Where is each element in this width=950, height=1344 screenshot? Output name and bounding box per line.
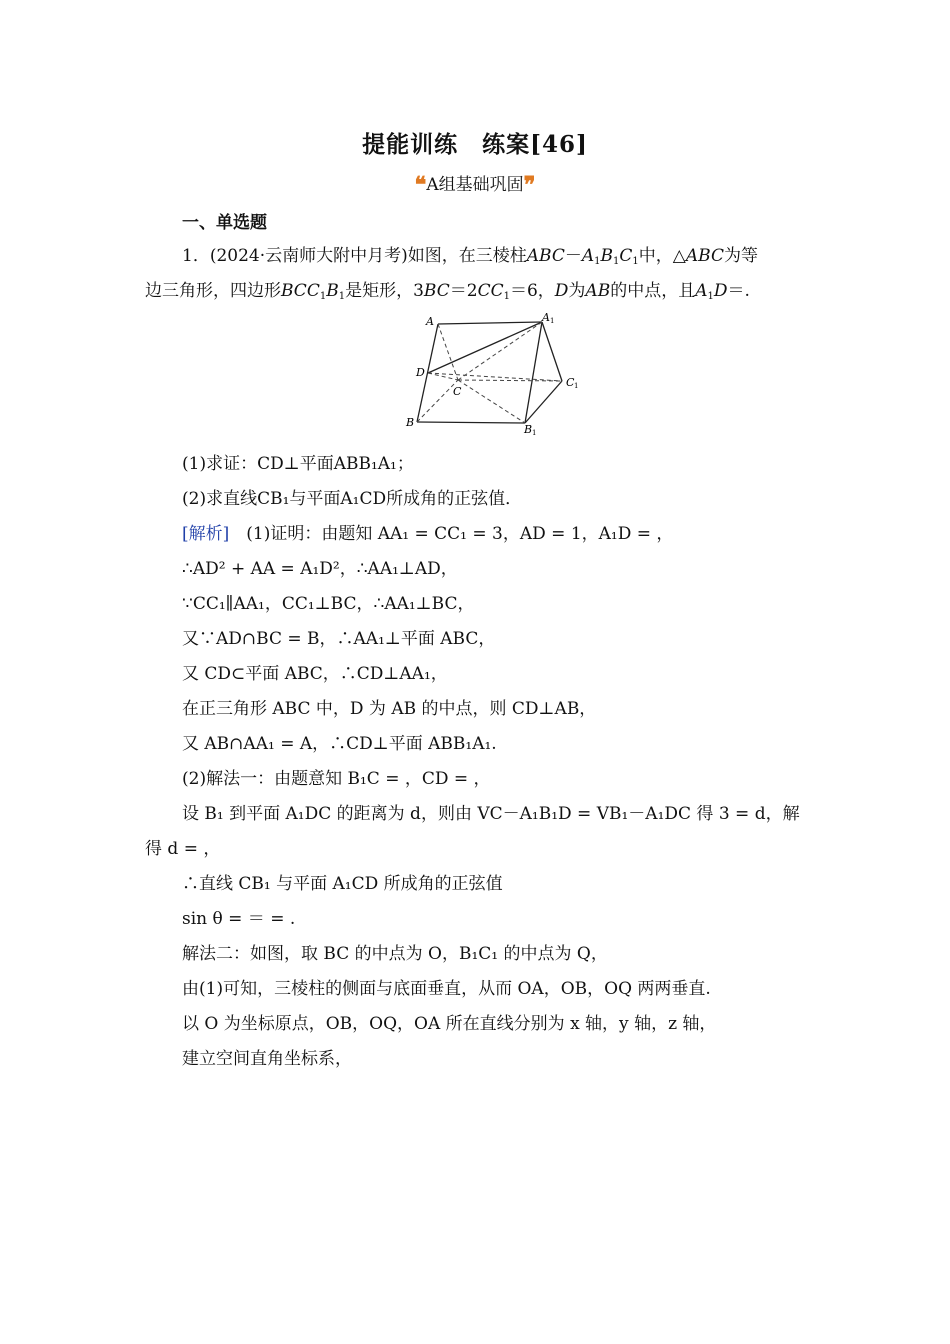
solution-line-12: sin θ = ＝ = . [182, 909, 296, 929]
edge-DC1 [428, 373, 562, 381]
label-B: B [406, 416, 415, 429]
solution-line-3: ∵CC₁∥AA₁，CC₁⊥BC，∴AA₁⊥BC， [182, 594, 475, 614]
edge-A1C1 [542, 322, 562, 381]
edge-AA1 [438, 322, 542, 324]
svg-text:1: 1 [532, 429, 537, 437]
edge-A1B1 [525, 322, 542, 423]
solution-line-14: 由(1)可知，三棱柱的侧面与底面垂直，从而 OA，OB，OQ 两两垂直. [182, 979, 711, 999]
edge-CC1 [458, 380, 562, 381]
solution-line-1: [解析] (1)证明：由题知 AA₁ = CC₁ = 3，AD = 1，A₁D = ， [182, 524, 674, 544]
edge-DA1 [428, 322, 542, 373]
label-A1: A [542, 312, 550, 324]
svg-text:1: 1 [550, 317, 555, 325]
edge-BB1 [417, 422, 525, 423]
question-part-2: (2)求直线CB₁与平面A₁CD所成角的正弦值． [182, 489, 523, 509]
solution-line-11: ∴直线 CB₁ 与平面 A₁CD 所成角的正弦值 [182, 874, 503, 894]
section-heading: 一、单选题 [182, 213, 267, 233]
prism-figure [400, 312, 590, 437]
label-C: C [453, 385, 462, 398]
quote-right-icon: ❞ [523, 172, 536, 198]
analysis-tag: [解析] [182, 524, 230, 544]
edge-CB1 [458, 380, 525, 423]
group-heading [0, 170, 950, 198]
solution-line-4: 又∵AD∩BC = B，∴AA₁⊥平面 ABC， [182, 629, 496, 649]
solution-line-16: 建立空间直角坐标系， [182, 1049, 352, 1069]
label-B1: B [524, 423, 533, 436]
solution-line-5: 又 CD⊂平面 ABC，∴CD⊥AA₁， [182, 664, 448, 684]
label-C1: C [566, 376, 575, 389]
edge-AC [438, 324, 458, 380]
solution-line-6: 在正三角形 ABC 中，D 为 AB 的中点，则 CD⊥AB， [182, 699, 597, 719]
solution-line-13: 解法二：如图，取 BC 的中点为 O，B₁C₁ 的中点为 Q， [182, 944, 608, 964]
solution-line-8: (2)解法一：由题意知 B₁C = ，CD = ， [182, 769, 491, 789]
page-title: 提能训练 练案[46] [362, 131, 588, 158]
label-D: D [416, 366, 425, 379]
edge-CA1 [458, 322, 542, 380]
label-A: A [426, 315, 434, 328]
question-part-1: (1)求证：CD⊥平面ABB₁A₁； [182, 454, 414, 474]
solution-line-7: 又 AB∩AA₁ = A，∴CD⊥平面 ABB₁A₁. [182, 734, 497, 754]
solution-line-10: 得 d = ， [145, 839, 221, 859]
group-title: A组基础巩固 [426, 175, 524, 195]
solution-line-9: 设 B₁ 到平面 A₁DC 的距离为 d，则由 VC－A₁B₁D = VB₁－A₁DC 得 3 = d，解 [182, 804, 800, 824]
solution-line-15: 以 O 为坐标原点，OB，OQ，OA 所在直线分别为 x 轴，y 轴，z 轴， [182, 1014, 717, 1034]
solution-line-2: ∴AD² + AA = A₁D²，∴AA₁⊥AD， [182, 559, 458, 579]
problem-line-1: 1．(2024·云南师大附中月考)如图，在三棱柱$ABC-A_1B_1C_1$中，△ABC为等 [182, 246, 758, 267]
problem-line-2: 边三角形，四边形$BCC_1B_1$是矩形，$3BC=2CC_1=6$，D为AB的中点，且$A_1D=$. [145, 281, 750, 302]
edge-BC [417, 380, 458, 422]
quote-left-icon: ❝ [414, 172, 427, 198]
svg-text:1: 1 [574, 382, 579, 390]
